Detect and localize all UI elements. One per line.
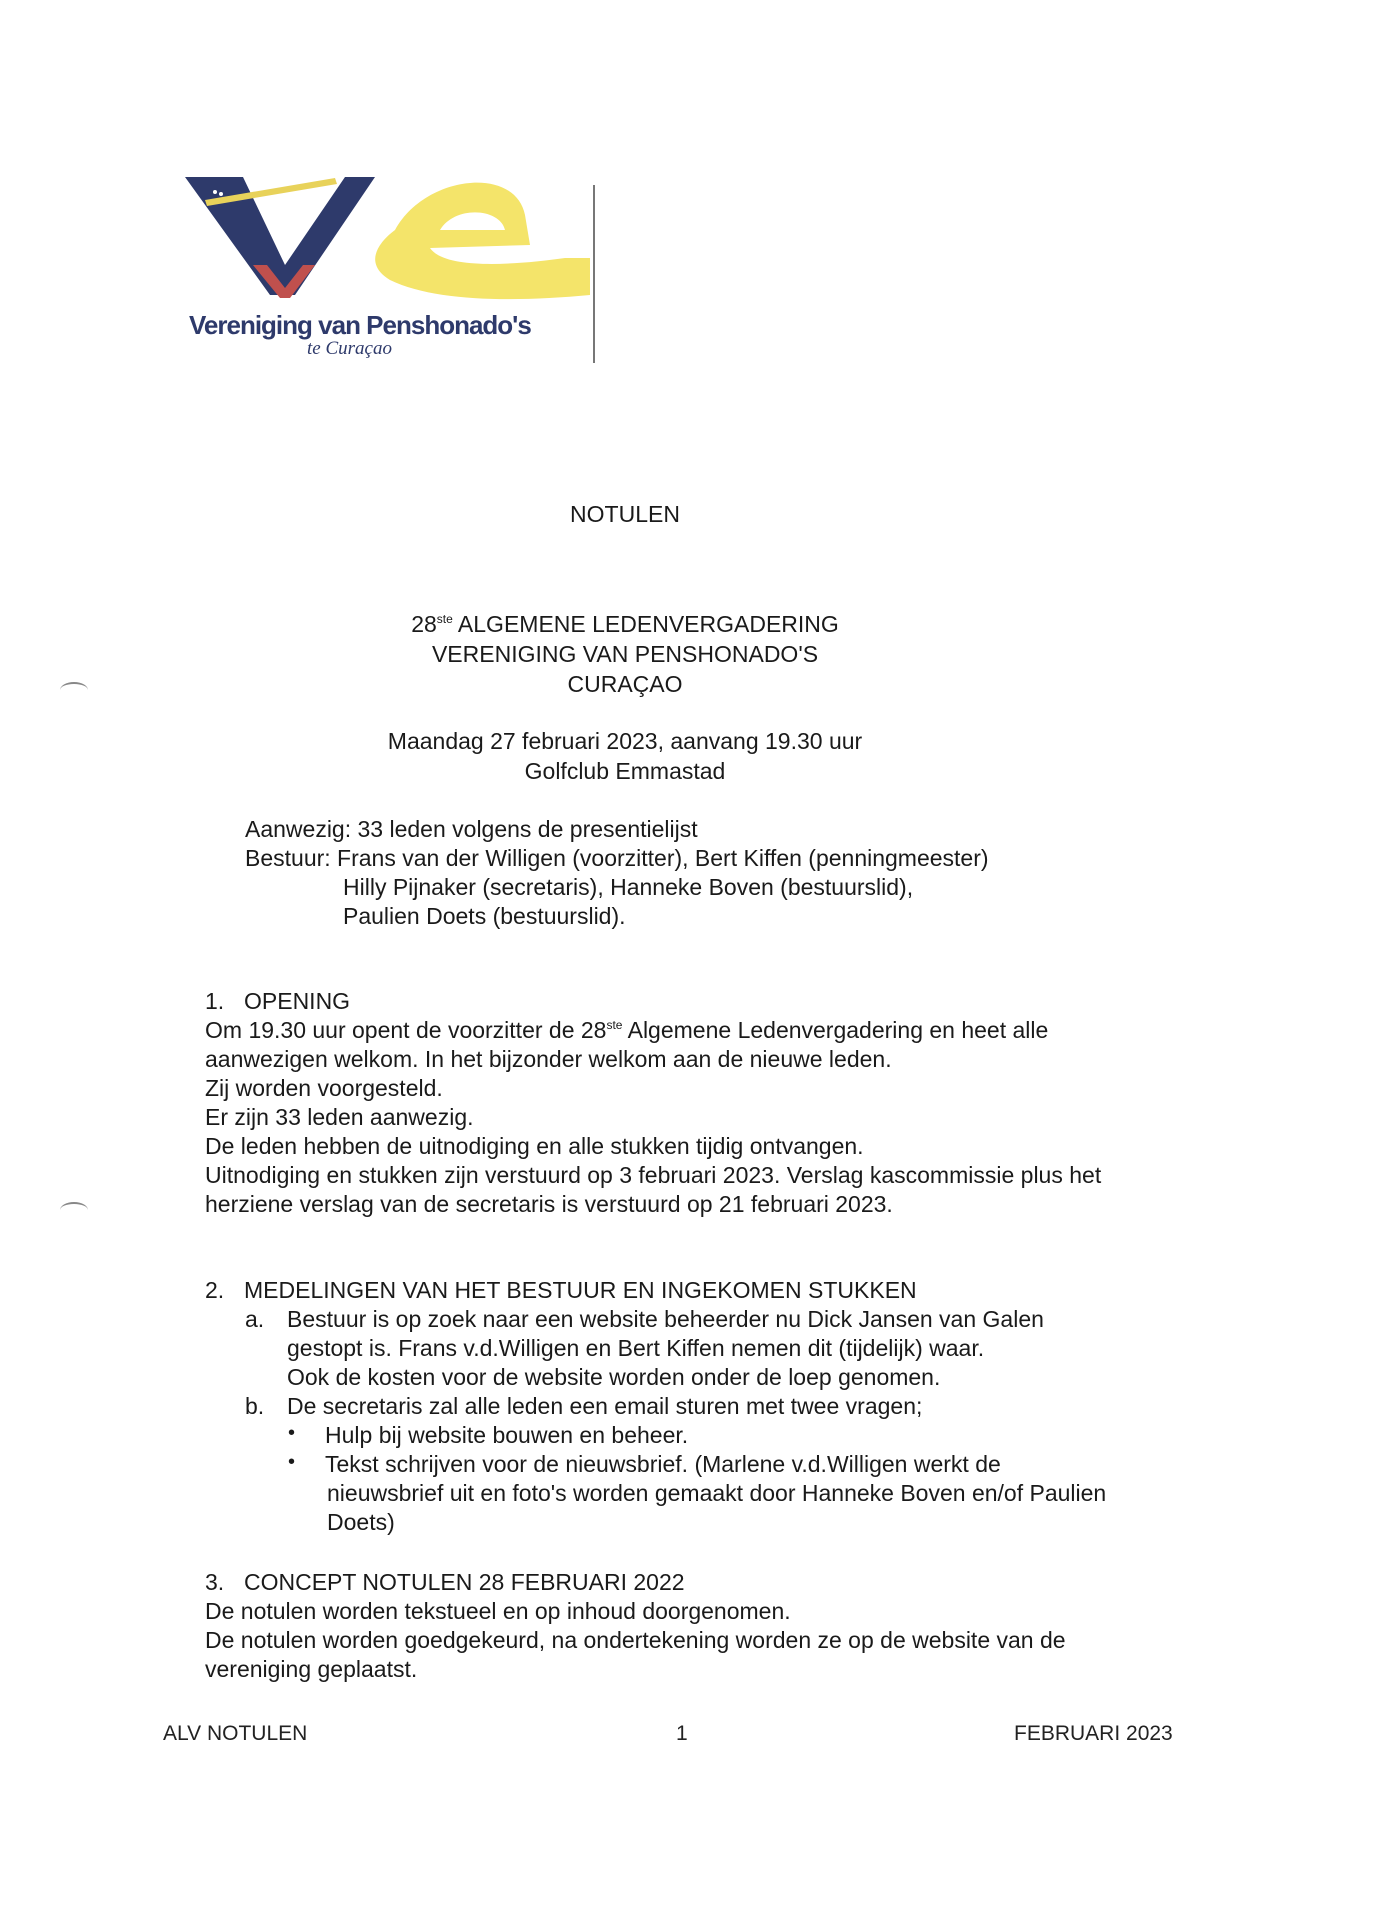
section-paragraph-line: vereniging geplaatst. xyxy=(205,1656,418,1682)
section-paragraph-line: herziene verslag van de secretaris is verstuurd op 21 februari 2023. xyxy=(205,1191,893,1217)
text-run: Algemene Ledenvergadering en heet alle xyxy=(622,1017,1049,1043)
venue-line: Golfclub Emmastad xyxy=(524,758,726,784)
logo-navy-v xyxy=(185,177,375,295)
section-number: 1. xyxy=(205,988,225,1014)
list-item-line: gestopt is. Frans v.d.Willigen en Bert Kiffen nemen dit (tijdelijk) waar. xyxy=(287,1335,985,1361)
meeting-title-text: ALGEMENE LEDENVERGADERING xyxy=(457,611,839,637)
meeting-title xyxy=(0,610,1250,639)
list-item-line: Bestuur is op zoek naar een website beheerder nu Dick Jansen van Galen xyxy=(287,1306,1044,1332)
list-label: a. xyxy=(245,1306,265,1332)
list-label: b. xyxy=(245,1393,265,1419)
section-paragraph-line: De notulen worden goedgekeurd, na ondertekening worden ze op de website van de xyxy=(205,1627,1066,1653)
document-title: NOTULEN xyxy=(570,501,680,527)
section-heading: OPENING xyxy=(244,988,351,1014)
logo-name: Vereniging van Penshonado's xyxy=(189,310,531,340)
attendance-board: Paulien Doets (bestuurslid). xyxy=(343,903,626,929)
list-item-line: De secretaris zal alle leden een email sturen met twee vragen; xyxy=(287,1393,923,1419)
association-logo xyxy=(185,170,605,370)
section-heading: MEDELINGEN VAN HET BESTUUR EN INGEKOMEN STUKKEN xyxy=(244,1277,917,1303)
bullet-item-line: Tekst schrijven voor de nieuwsbrief. (Marlene v.d.Willigen werkt de xyxy=(325,1451,1001,1477)
logo-dot xyxy=(213,190,217,194)
section-paragraph-line: Uitnodiging en stukken zijn verstuurd op 3 februari 2023. Verslag kascommissie plus het xyxy=(205,1162,1102,1188)
footer-left: ALV NOTULEN xyxy=(163,1722,308,1745)
section-heading: CONCEPT NOTULEN 28 FEBRUARI 2022 xyxy=(244,1569,685,1595)
logo-yellow-shape xyxy=(375,183,590,300)
place-line: CURAÇAO xyxy=(567,671,683,697)
bullet-icon: • xyxy=(288,1451,296,1473)
bullet-item-line: Doets) xyxy=(327,1509,395,1535)
footer-right: FEBRUARI 2023 xyxy=(1014,1722,1173,1745)
section-number: 2. xyxy=(205,1277,225,1303)
page-number: 1 xyxy=(676,1722,688,1745)
section-number: 3. xyxy=(205,1569,225,1595)
logo-dot xyxy=(219,192,223,196)
bullet-item-line: nieuwsbrief uit en foto's worden gemaakt door Hanneke Boven en/of Paulien xyxy=(327,1480,1107,1506)
attendance-present: Aanwezig: 33 leden volgens de presentielijst xyxy=(245,816,698,842)
logo-divider xyxy=(593,185,595,363)
section-paragraph-line: De notulen worden tekstueel en op inhoud doorgenomen. xyxy=(205,1598,791,1624)
logo-mark xyxy=(185,170,605,310)
text-run: Om 19.30 uur opent de voorzitter de 28 xyxy=(205,1017,607,1043)
meeting-ordinal-suffix: ste xyxy=(436,612,453,626)
section-paragraph-line: De leden hebben de uitnodiging en alle stukken tijdig ontvangen. xyxy=(205,1133,864,1159)
bullet-item-line: Hulp bij website bouwen en beheer. xyxy=(325,1422,689,1448)
bullet-icon: • xyxy=(288,1422,296,1444)
section-paragraph-line: Zij worden voorgesteld. xyxy=(205,1075,443,1101)
logo-subtitle: te Curaçao xyxy=(307,338,392,359)
section-paragraph-line: Er zijn 33 leden aanwezig. xyxy=(205,1104,474,1130)
scan-mark xyxy=(60,1202,88,1218)
attendance-board: Hilly Pijnaker (secretaris), Hanneke Boven (bestuurslid), xyxy=(343,874,914,900)
meeting-ordinal: 28 xyxy=(411,611,437,637)
date-line: Maandag 27 februari 2023, aanvang 19.30 uur xyxy=(387,728,863,754)
list-item-line: Ook de kosten voor de website worden onder de loep genomen. xyxy=(287,1364,941,1390)
ordinal-suffix: ste xyxy=(606,1018,623,1032)
attendance-board: Bestuur: Frans van der Willigen (voorzitter), Bert Kiffen (penningmeester) xyxy=(245,845,989,871)
organisation-line: VERENIGING VAN PENSHONADO'S xyxy=(431,641,819,667)
section-paragraph-line: aanwezigen welkom. In het bijzonder welkom aan de nieuwe leden. xyxy=(205,1046,892,1072)
section-paragraph-line xyxy=(205,1016,1048,1045)
